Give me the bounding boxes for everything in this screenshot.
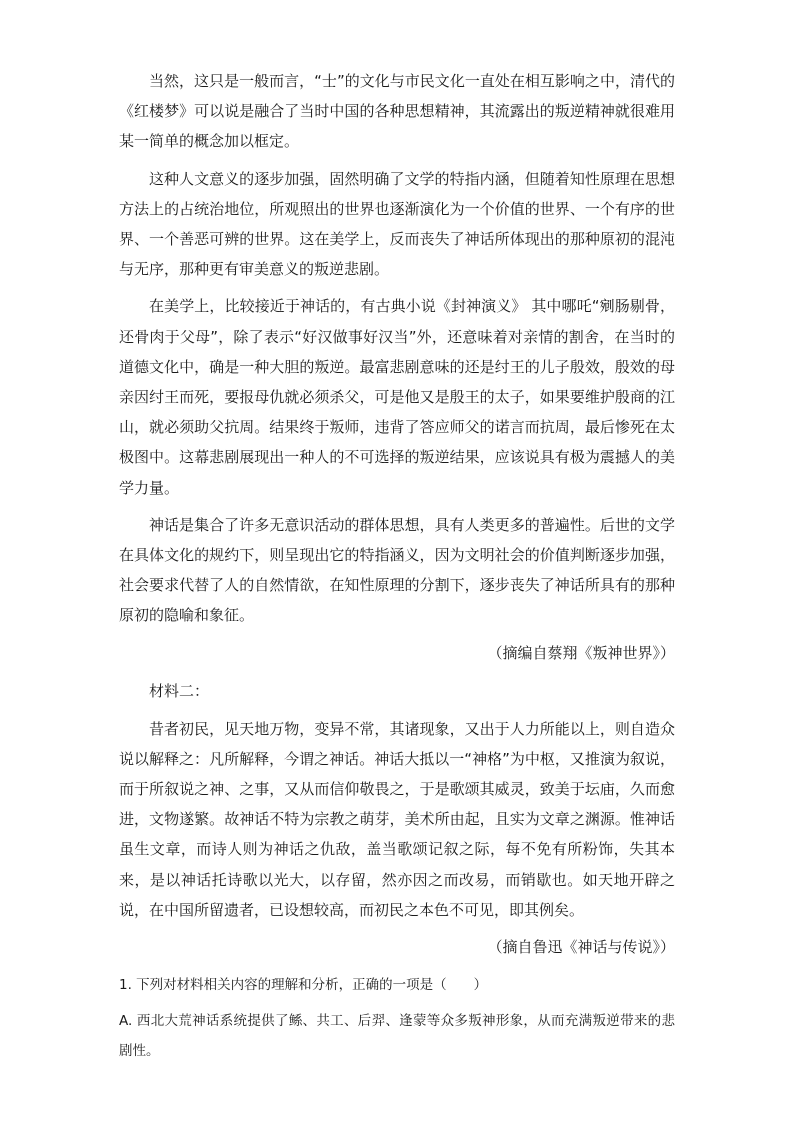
- material-2-heading: 材料二：: [149, 681, 210, 700]
- source-citation-2: （摘自鲁迅《神话与传说》）: [487, 938, 675, 957]
- paragraph-humanistic-meaning: 这种人文意义的逐步加强，固然明确了文学的特指内涵，但随着知性原理在思想方法上的占统治地位，所观照出的世界也逐渐演化为一个价值的世界、一个有序的世界、一个善恶可辨的世界。这在美学上，反而丧失了神话所体现出的那种原初的混沌与无序，那种更有审美意义的叛逆悲剧。: [119, 169, 675, 279]
- option-a: A. 西北大荒神话系统提供了鲧、共工、后羿、逢蒙等众多叛神形象，从而充满叛逆带来的悲剧性。: [119, 1013, 675, 1060]
- source-citation-1: （摘编自蔡翔《叛神世界》）: [487, 643, 675, 662]
- paragraph-luxun: 昔者初民，见天地万物，变异不常，其诸现象，又出于人力所能以上，则自造众说以解释之：凡所解释，今谓之神话。神话大抵以一“神格”为中枢，又推演为叙说，而于所叙说之神、之事，又从而信仰敬畏之，于是歌颂其威灵，致美于坛庙，久而愈进，文物遂繁。故神话不特为宗教之萌芽，美术所由起，且实为文章之渊源。惟神话虽生文章，而诗人则为神话之仇敌，盖当歌颂记叙之际，每不免有所粉饰，失其本来，是以神话托诗歌以光大，以存留，然亦因之而改易，而销歇也。如天地开辟之说，在中国所留遗者，已设想较高，而初民之本色不可见，即其例矣。: [119, 719, 675, 919]
- paragraph-myth-collective: 神话是集合了许多无意识活动的群体思想，具有人类更多的普遍性。后世的文学在具体文化的规约下，则呈现出它的特指涵义，因为文明社会的价值判断逐步加强，社会要求代替了人的自然情欲，在知性原理的分割下，逐步丧失了神话所具有的那种原初的隐喻和象征。: [119, 515, 675, 625]
- paragraph-honglou: 当然，这只是一般而言，“士”的文化与市民文化一直处在相互影响之中，清代的《红楼梦》可以说是融合了当时中国的各种思想精神，其流露出的叛逆精神就很难用某一简单的概念加以框定。: [119, 72, 675, 151]
- paragraph-fengshen: 在美学上，比较接近于神话的，有古典小说《封神演义》 其中哪吒“剜肠剔骨，还骨肉于父母”，除了表示“好汉做事好汉当”外，还意味着对亲情的割舍，在当时的道德文化中，确是一种大胆的叛逆。最富悲剧意味的还是纣王的儿子殷效，殷效的母亲因纣王而死，要报母仇就必须杀父，可是他又是殷王的太子，如果要维护殷商的江山，就必须助父抗周。结果终于叛师，违背了答应师父的诺言而抗周，最后惨死在太极图中。这幕悲剧展现出一种人的不可选择的叛逆结果，应该说具有极为震撼人的美学力量。: [119, 297, 675, 497]
- question-1: 1. 下列对材料相关内容的理解和分析，正确的一项是（ ）: [119, 977, 488, 994]
- document-page: [119, 66, 675, 1066]
